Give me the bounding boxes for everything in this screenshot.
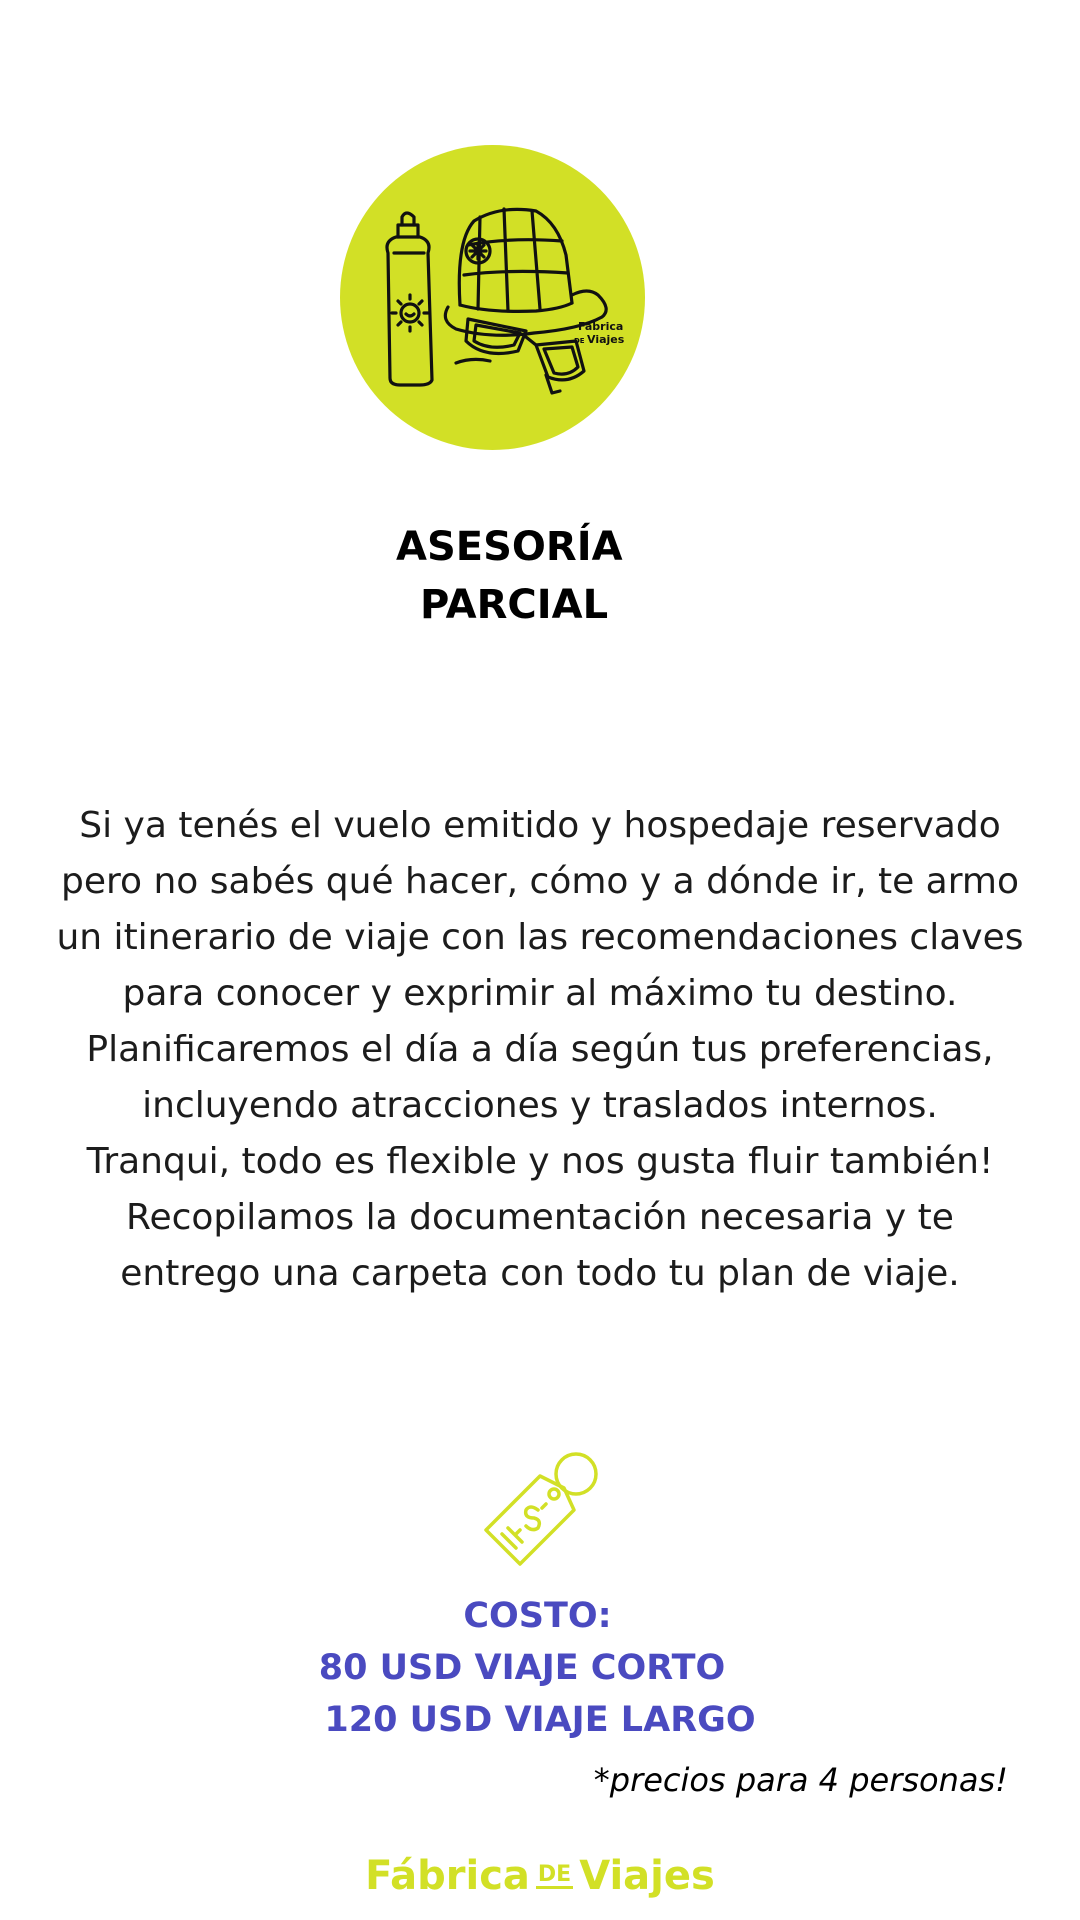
brand-de: DE [537, 1861, 572, 1887]
page-title-line1: ASESORÍA [396, 524, 623, 570]
brand-logo [0, 1853, 1080, 1899]
brand-part1: Fábrica [365, 1853, 530, 1899]
description-line: Recopilamos la documentación necesaria y te [126, 1197, 954, 1238]
cost-short-trip: 80 USD VIAJE CORTO [318, 1648, 726, 1688]
price-note: *precios para 4 personas! [593, 1761, 1008, 1799]
hero-logo-de: DE [574, 337, 585, 345]
service-description [30, 798, 1050, 1302]
description-line: entrego una carpeta con todo tu plan de viaje. [120, 1253, 960, 1294]
cost-long-trip: 120 USD VIAJE LARGO [324, 1700, 756, 1740]
page-title-line2: PARCIAL [420, 582, 609, 628]
travel-essentials-icon [340, 145, 645, 450]
cost-block [0, 1590, 1080, 1746]
price-tag-icon [480, 1448, 605, 1573]
hero-logo-line2: Viajes [587, 333, 625, 346]
brand-part2: Viajes [579, 1853, 715, 1899]
description-line: Tranqui, todo es flexible y nos gusta fluir también! [86, 1141, 994, 1182]
cost-label: COSTO: [463, 1596, 612, 1636]
description-line: un itinerario de viaje con las recomendaciones claves [56, 917, 1024, 958]
description-line: pero no sabés qué hacer, cómo y a dónde ir, te armo [60, 861, 1019, 902]
description-line: Si ya tenés el vuelo emitido y hospedaje reservado [79, 805, 1001, 846]
description-line: para conocer y exprimir al máximo tu destino. [122, 973, 958, 1014]
description-line: Planificaremos el día a día según tus preferencias, [86, 1029, 994, 1070]
description-line: incluyendo atracciones y traslados internos. [142, 1085, 938, 1126]
hero-logo-line1: Fábrica [578, 320, 624, 333]
